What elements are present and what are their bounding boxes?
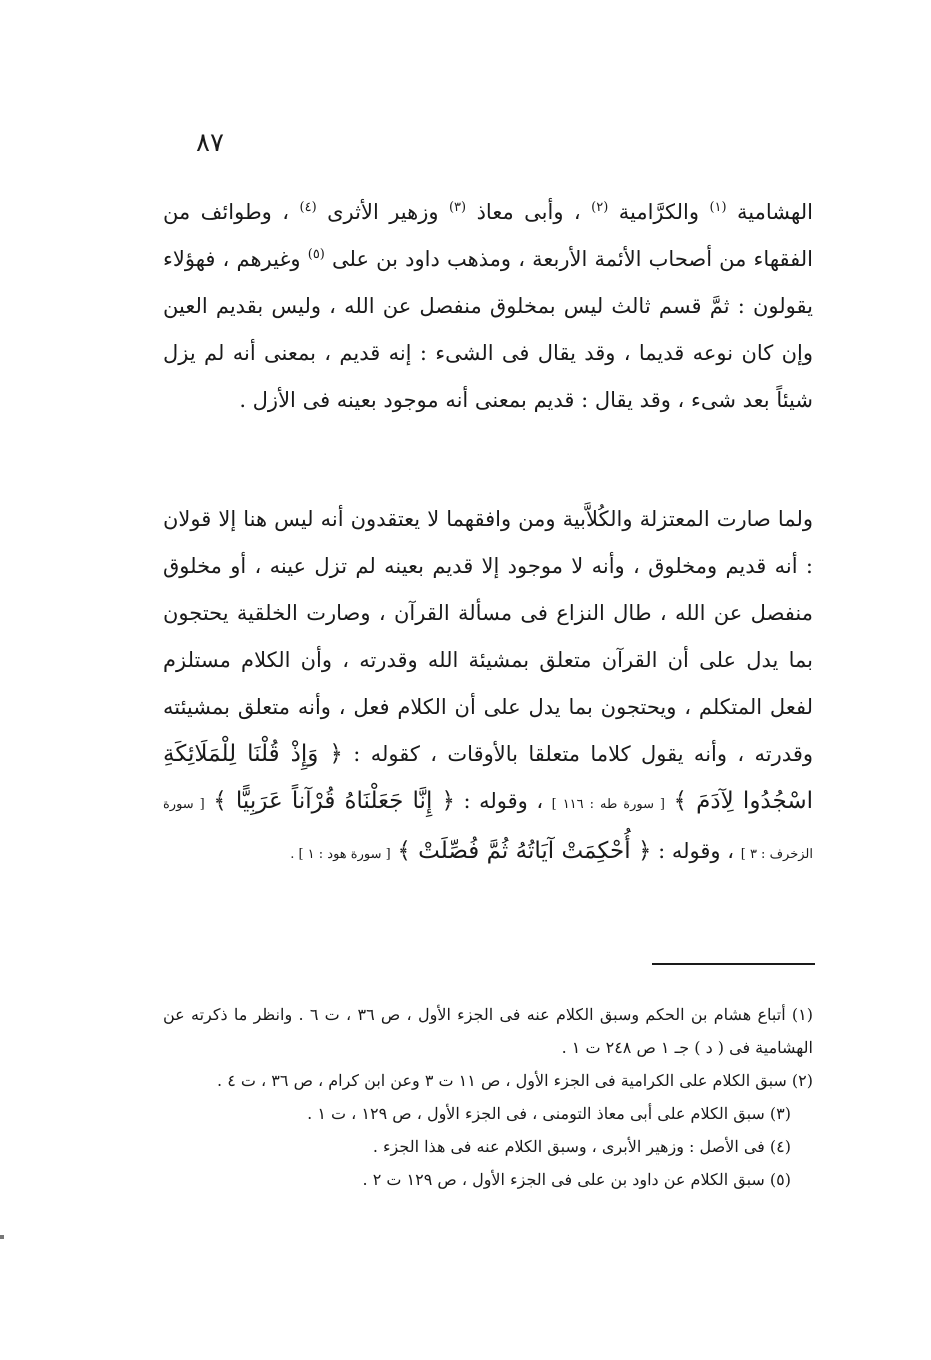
paragraph-text: الهشامية bbox=[737, 200, 813, 224]
footnote-ref-1: (١) bbox=[709, 200, 727, 215]
paragraph-text: والكرَّامية bbox=[618, 200, 699, 224]
paragraph-text: ، وطوائف من الفقهاء من أصحاب الأئمة الأربعة ، ومذهب داود بن على bbox=[163, 200, 813, 271]
paragraph-text: وزهير الأثرى bbox=[327, 200, 439, 224]
surah-reference-3: [ سورة هود : ١ ] . bbox=[290, 847, 391, 862]
footnote-1: (١) أتباع هشام بن الحكم وسبق الكلام عنه فى الجزء الأول ، ص ٣٦ ، ت ٦ . وانظر ما ذكرته عن الهشامية فى ( د ) جـ ١ ص ٢٤٨ ت ١ . bbox=[163, 1005, 814, 1057]
quran-verse-1: ﴿ وَإِذْ قُلْنَا لِلْمَلَائِكَةِ اسْجُدُوا لِآدَمَ ﴾ bbox=[163, 741, 814, 814]
quran-verse-3: ﴿ أُحْكِمَتْ آيَاتُهُ ثُمَّ فُصِّلَتْ ﴾ bbox=[397, 838, 652, 864]
footnote-2: (٢) سبق الكلام على الكرامية فى الجزء الأول ، ص ١١ ت ٣ وعن ابن كرام ، ص ٣٦ ، ت ٤ . bbox=[217, 1071, 813, 1090]
footnote-ref-2: (٢) bbox=[591, 200, 609, 215]
footnote-divider bbox=[652, 963, 815, 965]
footnote-4: (٤) فى الأصل : وزهير الأبرى ، وسبق الكلام عنه فى هذا الجزء . bbox=[372, 1137, 791, 1156]
footnote-ref-5: (٥) bbox=[307, 247, 325, 262]
quran-verse-2: ﴿ إِنَّا جَعَلْنَاهُ قُرْآناً عَرَبِيًّا ﴾ bbox=[213, 788, 455, 814]
footnotes-list bbox=[163, 998, 813, 1196]
body-paragraph-2 bbox=[163, 496, 813, 878]
footnote-5: (٥) سبق الكلام عن داود بن على فى الجزء الأول ، ص ١٢٩ ت ٢ . bbox=[362, 1170, 791, 1189]
paragraph-text: ولما صارت المعتزلة والكُلاَّبية ومن وافقهما لا يعتقدون أنه ليس هنا إلا قولان : أنه قديم ومخلوق ، وأنه لا موجود إلا قديم بعينه لم تزل عينه ، أو مخلوق منفصل عن الله ، طال النزاع فى مسألة القرآن ، وصارت الخلقية يحتجون بما يدل على أن القرآن متعلق بمشيئة الله وقدرته ، وأن الكلام مستلزم لفعل المتكلم ، ويحتجون بما يدل على أن الكلام فعل ، وأنه متعلق بمشيئته وقدرته ، وأنه يقول كلاما متعلقا بالأوقات ، كقوله : bbox=[163, 507, 813, 766]
paragraph-text: ، وقوله : bbox=[463, 789, 544, 813]
footnote-ref-3: (٣) bbox=[448, 200, 467, 215]
page-number: ٨٧ bbox=[196, 128, 224, 158]
body-paragraph-1 bbox=[163, 189, 813, 424]
paragraph-text: وغيرهم ، فهؤلاء يقولون : ثمَّ قسم ثالث ليس بمخلوق منفصل عن الله ، وليس بقديم العين وإن كان نوعه قديما ، وقد يقال فى الشىء : إنه قديم ، بمعنى أنه لم يزل شيئاً بعد شىء ، وقد يقال : قديم بمعنى أنه موجود بعينه فى الأزل . bbox=[163, 247, 813, 412]
footnote-3: (٣) سبق الكلام على أبى معاذ التومنى ، فى الجزء الأول ، ص ١٢٩ ، ت ١ . bbox=[307, 1104, 791, 1123]
footnote-ref-4: (٤) bbox=[299, 200, 317, 215]
paragraph-text: ، وأبى معاذ bbox=[476, 200, 581, 224]
surah-reference-1: [ سورة طه : ١١٦ ] bbox=[551, 797, 666, 812]
paragraph-text: ، وقوله : bbox=[658, 839, 735, 863]
surah-reference-2: [ سورة الزخرف : ٣ ] bbox=[163, 797, 813, 862]
scan-artifact bbox=[0, 1235, 4, 1239]
